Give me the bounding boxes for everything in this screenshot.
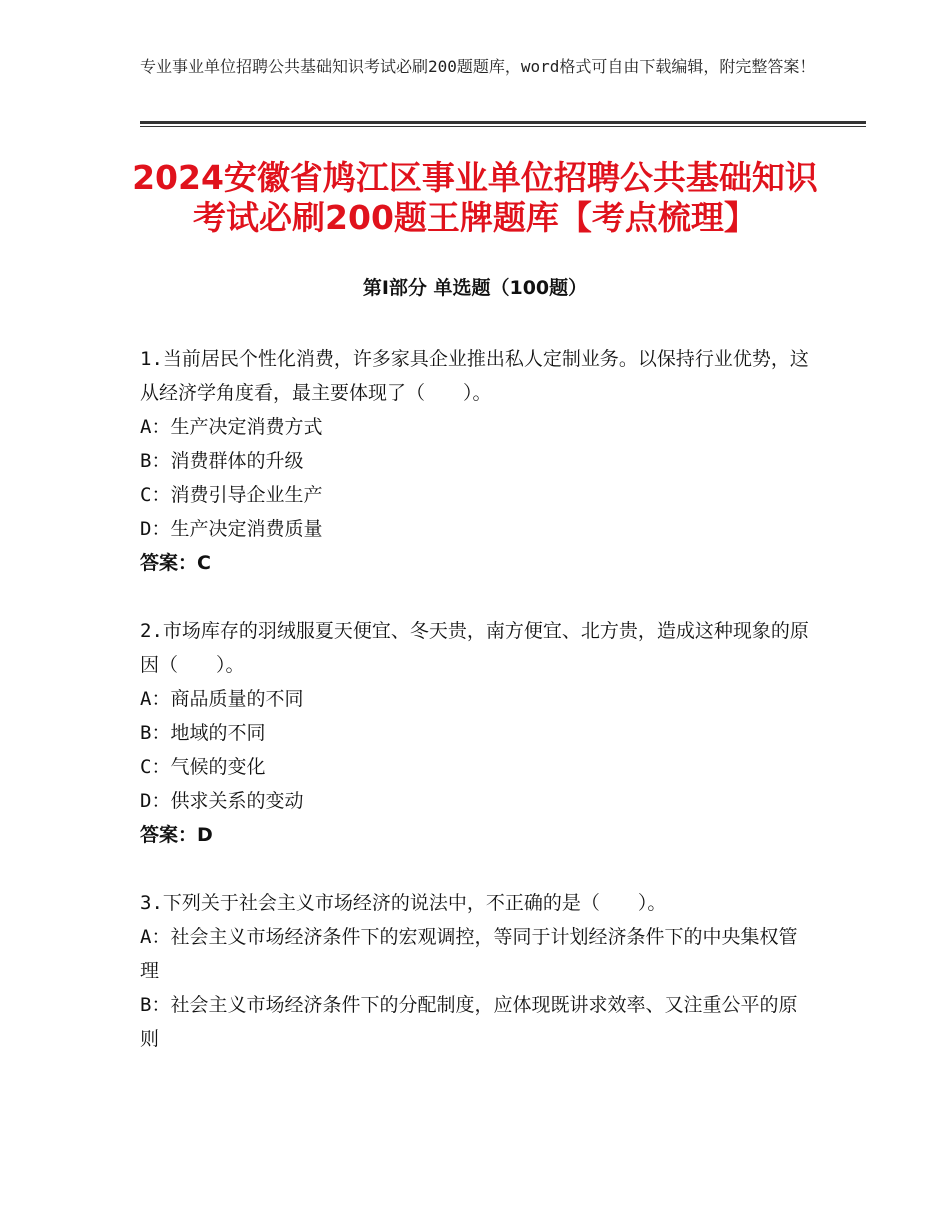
option-b: B：地域的不同 [140,722,266,744]
option-c: C：气候的变化 [140,756,266,778]
divider-thin-line [140,126,866,127]
option-a: A：生产决定消费方式 [140,416,323,438]
option-d: D：生产决定消费质量 [140,518,323,540]
question-2 [140,614,810,852]
answer-line: 答案：D [140,824,213,846]
question-1 [140,342,810,580]
section-heading: 第Ⅰ部分 单选题（100题） [362,277,588,299]
option-b: B：消费群体的升级 [140,450,304,472]
answer-line: 答案：C [140,552,211,574]
option-d: D：供求关系的变动 [140,790,304,812]
document-title: 2024安徽省鸠江区事业单位招聘公共基础知识考试必刷200题王牌题库【考点梳理】 [132,158,818,237]
header-divider [140,121,866,127]
option-a: A：商品质量的不同 [140,688,304,710]
question-stem: 2.市场库存的羽绒服夏天便宜、冬天贵，南方便宜、北方贵，造成这种现象的原因（ ）。 [140,620,809,676]
question-stem: 3.下列关于社会主义市场经济的说法中，不正确的是（ ）。 [140,892,667,914]
divider-thick-line [140,121,866,124]
question-list [140,342,810,1090]
option-c: C：消费引导企业生产 [140,484,323,506]
question-3 [140,886,810,1056]
option-a: A：社会主义市场经济条件下的宏观调控，等同于计划经济条件下的中央集权管理 [140,926,798,982]
header-note: 专业事业单位招聘公共基础知识考试必刷200题题库，word格式可自由下载编辑，附完整答案！ [140,57,816,76]
question-stem: 1.当前居民个性化消费，许多家具企业推出私人定制业务。以保持行业优势，这从经济学角度看，最主要体现了（ ）。 [140,348,809,404]
option-b: B：社会主义市场经济条件下的分配制度，应体现既讲求效率、又注重公平的原则 [140,994,798,1050]
